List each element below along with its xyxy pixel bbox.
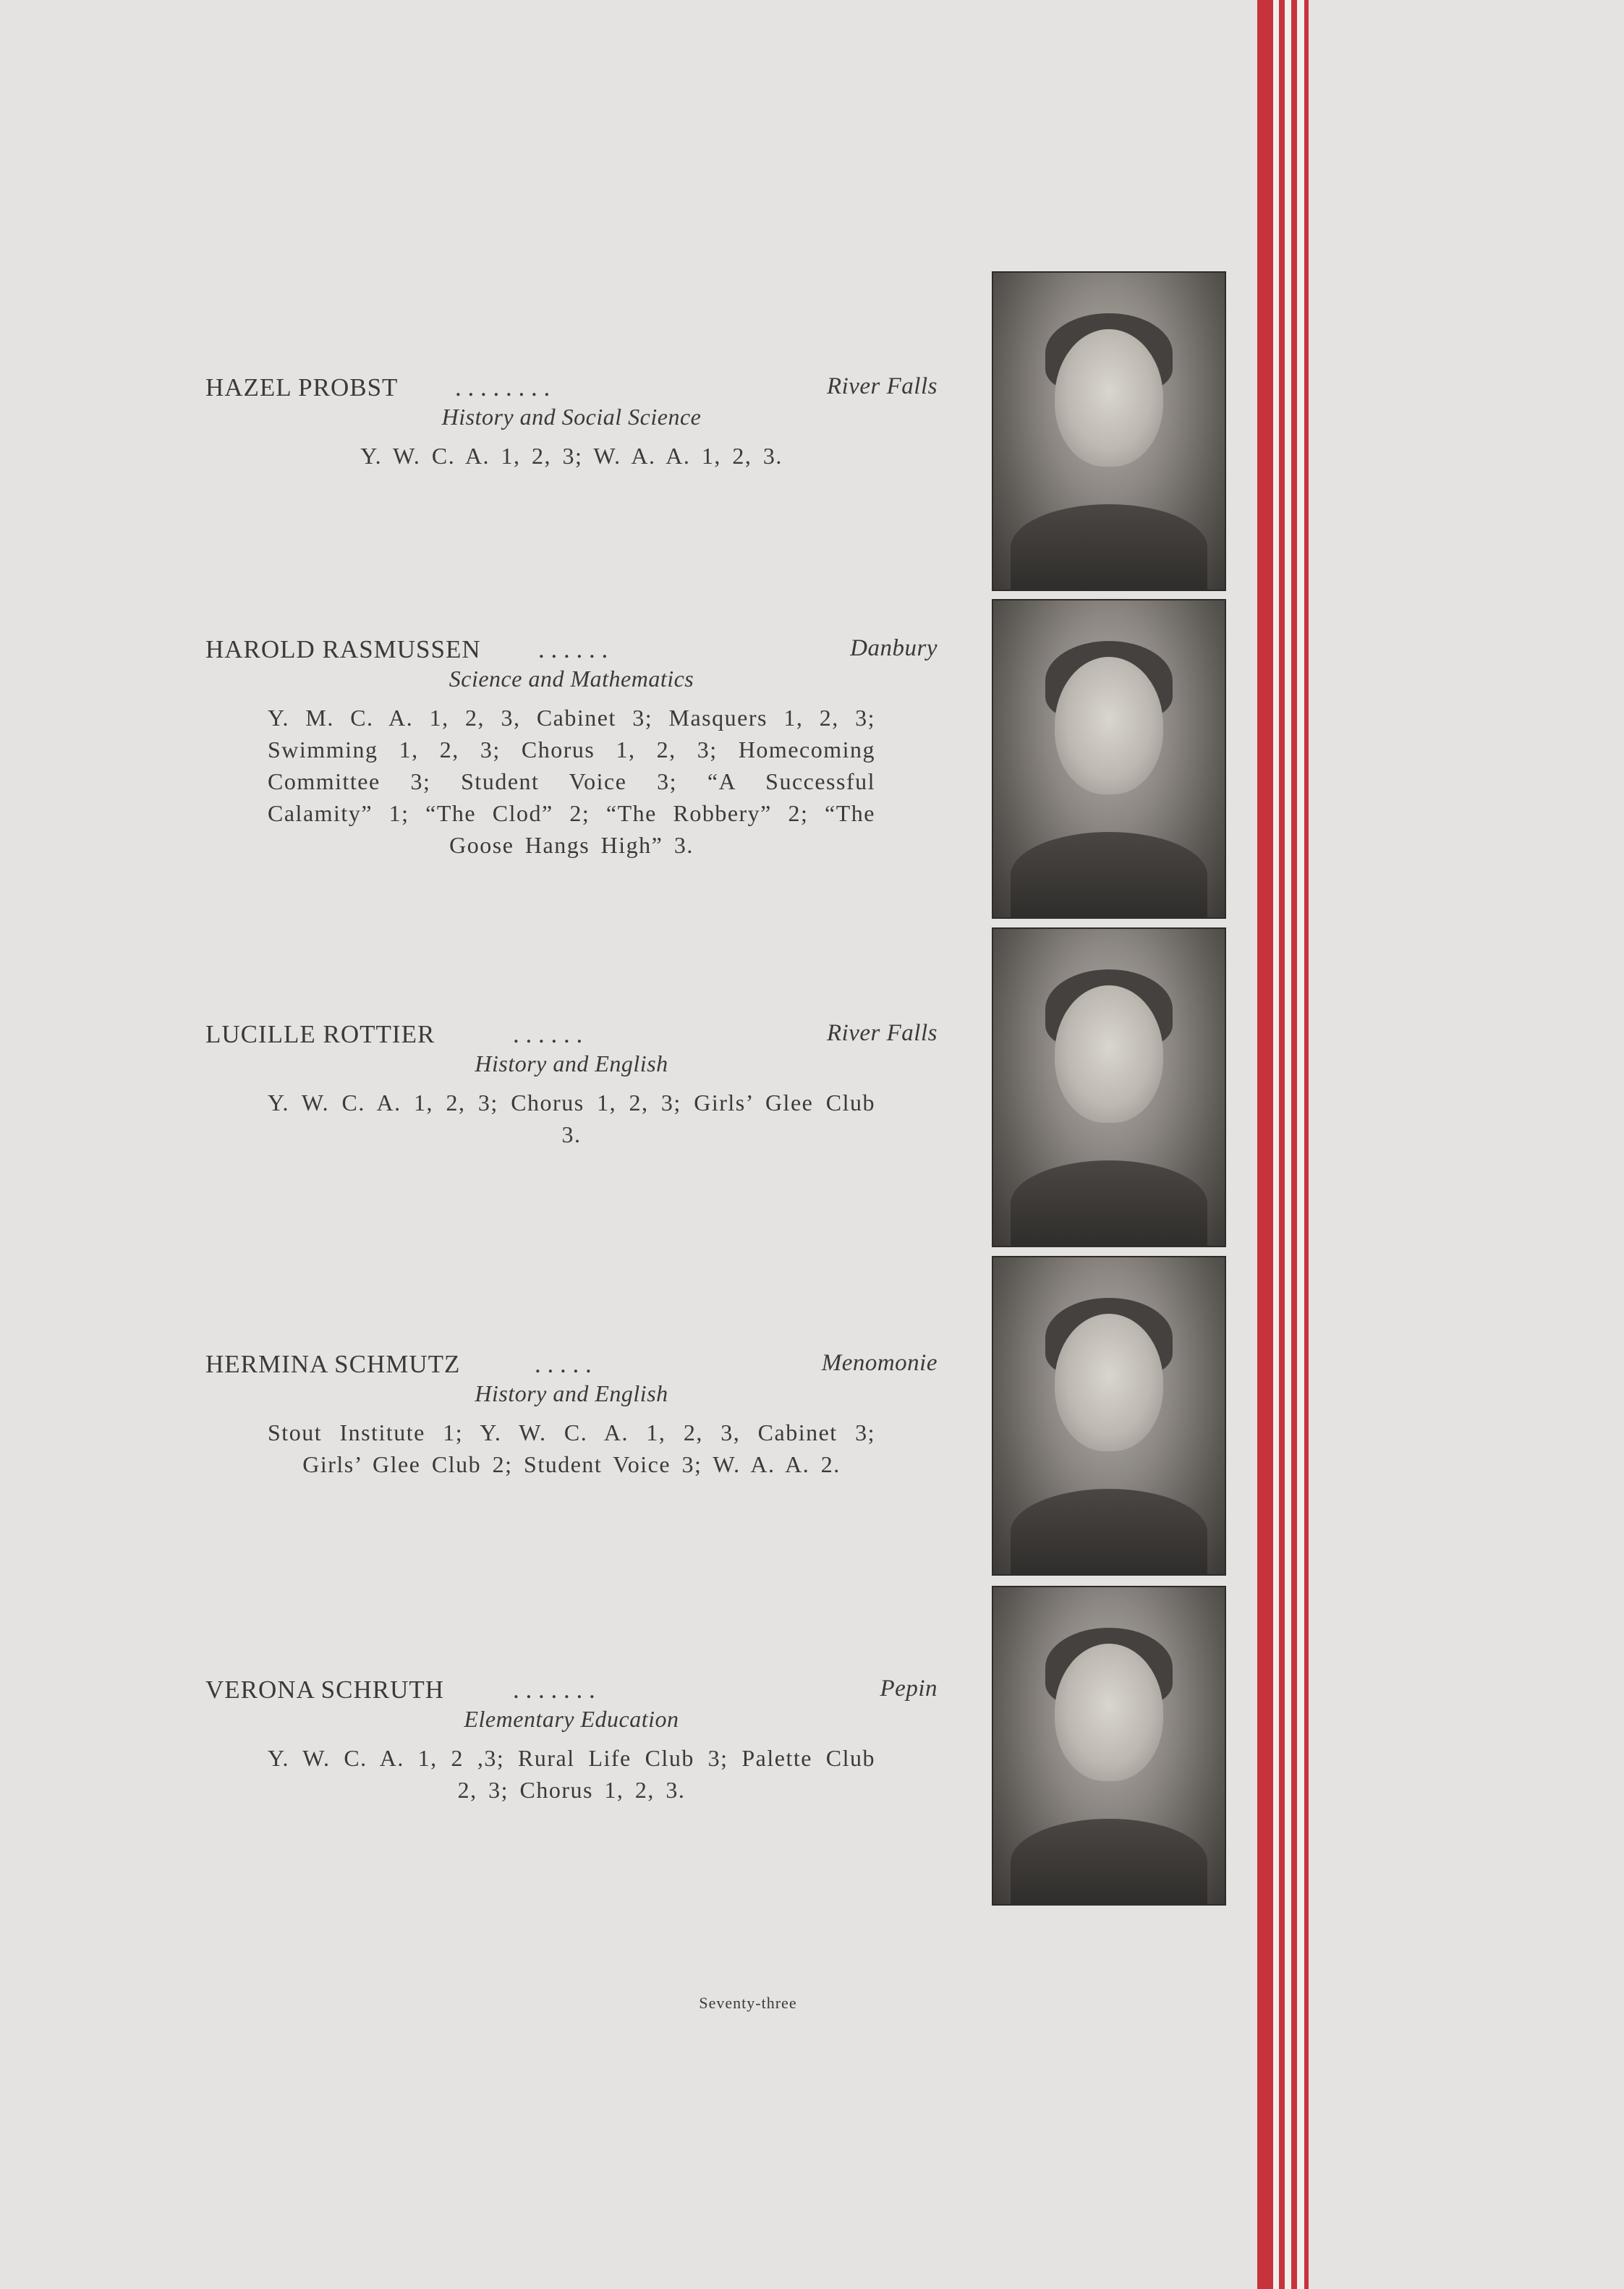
student-name: HAROLD RASMUSSEN: [205, 635, 481, 663]
portrait-photo: [992, 927, 1226, 1247]
name-line: [205, 1350, 938, 1385]
hometown: River Falls: [826, 1020, 938, 1046]
name-line: [205, 1020, 938, 1055]
student-name: HERMINA SCHMUTZ: [205, 1350, 461, 1378]
activities: Y. W. C. A. 1, 2 ,3; Rural Life Club 3; Palette Club 2, 3; Chorus 1, 2, 3.: [268, 1745, 875, 1803]
red-stripe-4: [1304, 0, 1309, 2289]
portrait-photo: [992, 599, 1226, 919]
hometown: River Falls: [826, 373, 938, 399]
hometown: Menomonie: [821, 1350, 938, 1376]
student-entry: [205, 1350, 938, 1480]
name-line: [205, 1676, 938, 1710]
student-name: LUCILLE ROTTIER: [205, 1020, 435, 1048]
red-stripe-1: [1257, 0, 1273, 2289]
leader-dots: . . . . . . . .: [455, 373, 550, 402]
student-entry: [205, 373, 938, 472]
portrait-photo: [992, 1256, 1226, 1576]
course-of-study: History and English: [475, 1380, 668, 1406]
hometown: Pepin: [880, 1676, 938, 1702]
white-gap-1: [1273, 0, 1279, 2289]
student-entry: [205, 1020, 938, 1150]
portrait-photo: [992, 1586, 1226, 1906]
white-gap-3: [1297, 0, 1304, 2289]
portrait-face: [1055, 1314, 1163, 1451]
student-entry: [205, 635, 938, 861]
portrait-face: [1055, 1644, 1163, 1781]
hometown: Danbury: [850, 635, 938, 661]
red-stripe-2: [1279, 0, 1285, 2289]
activities: Y. W. C. A. 1, 2, 3; Chorus 1, 2, 3; Girls’ Glee Club 3.: [268, 1090, 875, 1147]
activities: Stout Institute 1; Y. W. C. A. 1, 2, 3, Cabinet 3; Girls’ Glee Club 2; Student Voice 3; W. A. A. 2.: [268, 1419, 875, 1477]
portrait-face: [1055, 329, 1163, 467]
red-stripe-3: [1291, 0, 1297, 2289]
student-entry: [205, 1676, 938, 1806]
portrait-shoulders: [1011, 504, 1207, 591]
leader-dots: . . . . . . .: [513, 1676, 595, 1704]
student-name: VERONA SCHRUTH: [205, 1676, 445, 1704]
portrait-shoulders: [1011, 1489, 1207, 1576]
activities: Y. M. C. A. 1, 2, 3, Cabinet 3; Masquers 1, 2, 3; Swimming 1, 2, 3; Chorus 1, 2, 3; Homecoming Committee 3; Student Voice 3; “A Successful Calamity” 1; “The Clod” 2; “The Robbery” 2; “The Goose Hangs High” 3.: [268, 705, 875, 858]
activities: Y. W. C. A. 1, 2, 3; W. A. A. 1, 2, 3.: [360, 443, 783, 469]
course-of-study: Elementary Education: [464, 1706, 679, 1732]
leader-dots: . . . . .: [535, 1350, 592, 1378]
leader-dots: . . . . . .: [538, 635, 608, 663]
course-of-study: History and Social Science: [441, 404, 702, 430]
portrait-shoulders: [1011, 1160, 1207, 1247]
portrait-photo: [992, 271, 1226, 591]
name-line: [205, 373, 938, 408]
portrait-shoulders: [1011, 1819, 1207, 1906]
leader-dots: . . . . . .: [513, 1020, 583, 1048]
portrait-shoulders: [1011, 832, 1207, 919]
page-number: Seventy-three: [699, 1994, 797, 2012]
portrait-face: [1055, 657, 1163, 794]
course-of-study: History and English: [475, 1050, 668, 1076]
student-name: HAZEL PROBST: [205, 373, 399, 402]
name-line: [205, 635, 938, 670]
white-gap-2: [1285, 0, 1291, 2289]
course-of-study: Science and Mathematics: [448, 666, 694, 692]
portrait-face: [1055, 985, 1163, 1123]
